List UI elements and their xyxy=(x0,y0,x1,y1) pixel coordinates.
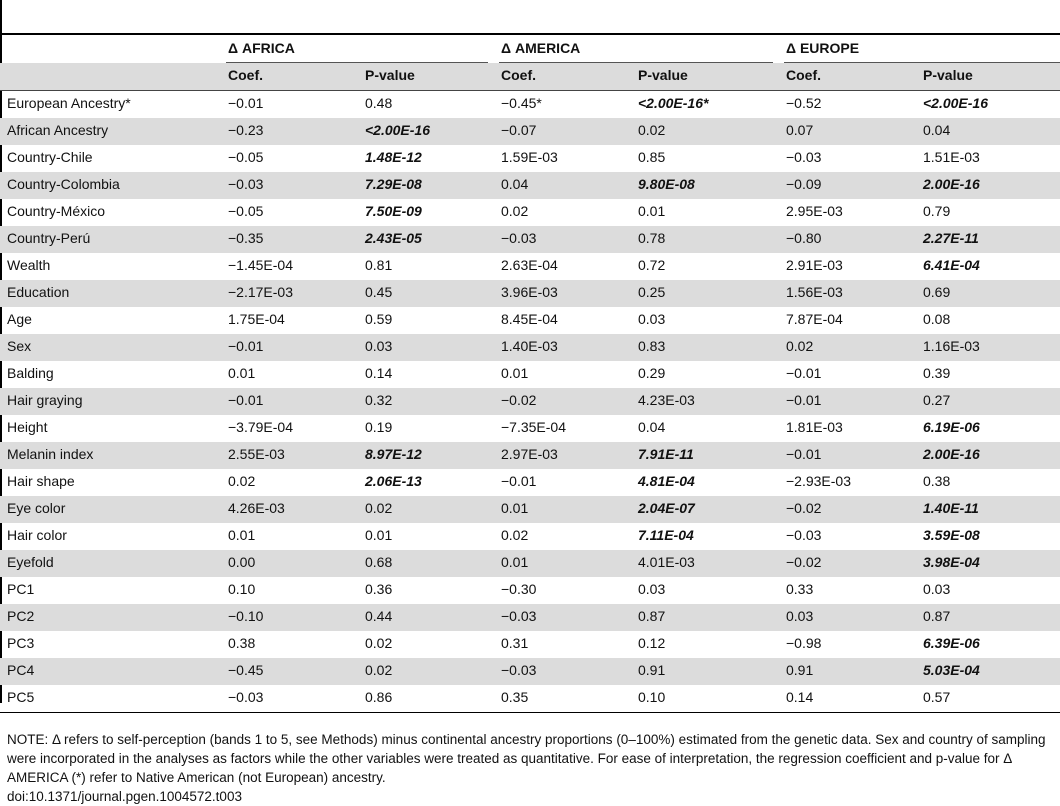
row-label: Hair graying xyxy=(7,392,83,408)
coef-cell: −0.03 xyxy=(228,689,264,705)
pvalue-cell: 0.01 xyxy=(638,203,666,219)
coef-cell: 8.45E-04 xyxy=(501,311,558,327)
table-row xyxy=(0,226,1060,253)
pvalue-cell: 0.03 xyxy=(638,311,666,327)
coef-cell: 1.40E-03 xyxy=(501,338,558,354)
pvalue-cell: <2.00E-16 xyxy=(923,95,988,111)
subheader-row xyxy=(0,63,1060,91)
pvalue-cell: 0.38 xyxy=(923,473,951,489)
col-header-pvalue: P-value xyxy=(923,67,973,83)
coef-cell: 1.59E-03 xyxy=(501,149,558,165)
coef-cell: 0.07 xyxy=(786,122,814,138)
col-header-coef: Coef. xyxy=(228,67,263,83)
row-label: Wealth xyxy=(7,257,51,273)
coef-cell: −0.09 xyxy=(786,176,822,192)
pvalue-cell: 0.14 xyxy=(365,365,393,381)
table-row xyxy=(0,199,1060,226)
coef-cell: 7.87E-04 xyxy=(786,311,843,327)
row-label: Hair color xyxy=(7,527,67,543)
pvalue-cell: 0.12 xyxy=(638,635,666,651)
table-row xyxy=(0,172,1060,199)
coef-cell: 0.38 xyxy=(228,635,256,651)
row-label: Hair shape xyxy=(7,473,75,489)
coef-cell: 2.95E-03 xyxy=(786,203,843,219)
pvalue-cell: 7.91E-11 xyxy=(638,446,694,462)
pvalue-cell: 7.29E-08 xyxy=(365,176,422,192)
coef-cell: 0.01 xyxy=(501,554,529,570)
col-header-coef: Coef. xyxy=(786,67,821,83)
table-row xyxy=(0,577,1060,604)
pvalue-cell: 6.41E-04 xyxy=(923,257,980,273)
coef-cell: −0.23 xyxy=(228,122,264,138)
pvalue-cell: 0.10 xyxy=(638,689,666,705)
coef-cell: 0.01 xyxy=(228,365,256,381)
row-label: Age xyxy=(7,311,32,327)
row-label: PC4 xyxy=(7,662,35,678)
pvalue-cell: 0.78 xyxy=(638,230,666,246)
coef-cell: 4.26E-03 xyxy=(228,500,285,516)
pvalue-cell: 0.44 xyxy=(365,608,393,624)
pvalue-cell: 0.81 xyxy=(365,257,393,273)
coef-cell: −0.05 xyxy=(228,203,264,219)
pvalue-cell: 0.36 xyxy=(365,581,393,597)
regression-table xyxy=(0,33,1060,713)
coef-cell: −0.03 xyxy=(786,149,822,165)
col-header-pvalue: P-value xyxy=(365,67,415,83)
table-row xyxy=(0,604,1060,631)
pvalue-cell: 0.19 xyxy=(365,419,393,435)
pvalue-cell: 0.79 xyxy=(923,203,951,219)
table-row xyxy=(0,631,1060,658)
row-label: African Ancestry xyxy=(7,122,109,138)
coef-cell: −0.02 xyxy=(501,392,537,408)
table-row xyxy=(0,334,1060,361)
pvalue-cell: 0.32 xyxy=(365,392,393,408)
table-row xyxy=(0,118,1060,145)
table-footnote xyxy=(7,730,1057,806)
table-row xyxy=(0,550,1060,577)
row-label: Eyefold xyxy=(7,554,54,570)
group-header-row xyxy=(0,33,1060,63)
pvalue-cell: 0.69 xyxy=(923,284,951,300)
coef-cell: −0.52 xyxy=(786,95,822,111)
coef-cell: −0.01 xyxy=(786,446,822,462)
pvalue-cell: 0.01 xyxy=(365,527,393,543)
coef-cell: 0.35 xyxy=(501,689,529,705)
row-label: Education xyxy=(7,284,70,300)
pvalue-cell: 1.51E-03 xyxy=(923,149,980,165)
pvalue-cell: 0.04 xyxy=(923,122,951,138)
coef-cell: 0.00 xyxy=(228,554,256,570)
pvalue-cell: 9.80E-08 xyxy=(638,176,695,192)
pvalue-cell: 0.85 xyxy=(638,149,666,165)
pvalue-cell: 4.81E-04 xyxy=(638,473,695,489)
coef-cell: −0.01 xyxy=(228,338,264,354)
table-row xyxy=(0,469,1060,496)
pvalue-cell: 0.59 xyxy=(365,311,393,327)
pvalue-cell: 7.50E-09 xyxy=(365,203,422,219)
coef-cell: 0.04 xyxy=(501,176,529,192)
table-top-frame xyxy=(0,0,1060,35)
table-row xyxy=(0,307,1060,334)
pvalue-cell: 2.00E-16 xyxy=(923,446,980,462)
row-label: Country-México xyxy=(7,203,106,219)
coef-cell: 1.75E-04 xyxy=(228,311,285,327)
row-label: Country-Colombia xyxy=(7,176,120,192)
pvalue-cell: 6.39E-06 xyxy=(923,635,980,651)
coef-cell: 2.63E-04 xyxy=(501,257,558,273)
coef-cell: 0.01 xyxy=(501,500,529,516)
coef-cell: −0.03 xyxy=(501,230,537,246)
coef-cell: −0.05 xyxy=(228,149,264,165)
pvalue-cell: 0.91 xyxy=(638,662,666,678)
table-row xyxy=(0,253,1060,280)
coef-cell: 3.96E-03 xyxy=(501,284,558,300)
coef-cell: −2.93E-03 xyxy=(786,473,851,489)
coef-cell: −2.17E-03 xyxy=(228,284,293,300)
note-text: NOTE: Δ refers to self-perception (bands 1 to 5, see Methods) minus continental ancestry proportions (0–100%) estimated from the genetic data. Sex and country of sampling were incorporated in the analyses as factors while the other variables were treated as quantitative. For ease of interpretation, the regression coefficient and p-value for Δ AMERICA (*) refer to Native American (not European) ancestry. xyxy=(7,732,1046,785)
coef-cell: −0.02 xyxy=(786,500,822,516)
coef-cell: 0.02 xyxy=(501,527,529,543)
coef-cell: 0.01 xyxy=(228,527,256,543)
coef-cell: −0.03 xyxy=(786,527,822,543)
coef-cell: −0.45 xyxy=(228,662,264,678)
pvalue-cell: 0.03 xyxy=(638,581,666,597)
coef-cell: 0.33 xyxy=(786,581,814,597)
coef-cell: −3.79E-04 xyxy=(228,419,293,435)
row-label: Eye color xyxy=(7,500,66,516)
pvalue-cell: 2.04E-07 xyxy=(638,500,695,516)
coef-cell: 0.14 xyxy=(786,689,814,705)
pvalue-cell: 0.02 xyxy=(638,122,666,138)
pvalue-cell: 3.59E-08 xyxy=(923,527,980,543)
coef-cell: 2.91E-03 xyxy=(786,257,843,273)
pvalue-cell: 0.02 xyxy=(365,635,393,651)
row-label: Country-Perú xyxy=(7,230,91,246)
coef-cell: −0.03 xyxy=(501,608,537,624)
pvalue-cell: 1.40E-11 xyxy=(923,500,979,516)
table-row xyxy=(0,91,1060,118)
pvalue-cell: 8.97E-12 xyxy=(365,446,422,462)
coef-cell: 0.10 xyxy=(228,581,256,597)
table-row xyxy=(0,361,1060,388)
coef-cell: −0.30 xyxy=(501,581,537,597)
coef-cell: 0.02 xyxy=(501,203,529,219)
pvalue-cell: 0.25 xyxy=(638,284,666,300)
pvalue-cell: 5.03E-04 xyxy=(923,662,980,678)
pvalue-cell: 0.04 xyxy=(638,419,666,435)
coef-cell: −0.01 xyxy=(501,473,537,489)
pvalue-cell: 0.87 xyxy=(923,608,951,624)
table-row xyxy=(0,145,1060,172)
row-label: PC2 xyxy=(7,608,35,624)
pvalue-cell: 0.86 xyxy=(365,689,393,705)
pvalue-cell: 0.27 xyxy=(923,392,951,408)
col-header-coef: Coef. xyxy=(501,67,536,83)
coef-cell: 1.81E-03 xyxy=(786,419,843,435)
coef-cell: −0.02 xyxy=(786,554,822,570)
pvalue-cell: 0.48 xyxy=(365,95,393,111)
group-header-europe: Δ EUROPE xyxy=(786,40,860,56)
coef-cell: −0.07 xyxy=(501,122,537,138)
coef-cell: −7.35E-04 xyxy=(501,419,566,435)
pvalue-cell: 0.45 xyxy=(365,284,393,300)
pvalue-cell: 0.72 xyxy=(638,257,666,273)
coef-cell: 2.97E-03 xyxy=(501,446,558,462)
pvalue-cell: 0.29 xyxy=(638,365,666,381)
coef-cell: −0.80 xyxy=(786,230,822,246)
table-row xyxy=(0,496,1060,523)
pvalue-cell: 6.19E-06 xyxy=(923,419,980,435)
pvalue-cell: 1.16E-03 xyxy=(923,338,980,354)
doi-text: doi:10.1371/journal.pgen.1004572.t003 xyxy=(7,789,242,804)
row-label: Balding xyxy=(7,365,54,381)
pvalue-cell: 1.48E-12 xyxy=(365,149,422,165)
coef-cell: −0.01 xyxy=(228,95,264,111)
pvalue-cell: 7.11E-04 xyxy=(638,527,694,543)
coef-cell: −0.03 xyxy=(228,176,264,192)
coef-cell: 0.91 xyxy=(786,662,814,678)
row-label: European Ancestry* xyxy=(7,95,131,111)
coef-cell: 0.02 xyxy=(786,338,814,354)
pvalue-cell: 3.98E-04 xyxy=(923,554,980,570)
coef-cell: −0.35 xyxy=(228,230,264,246)
table-row xyxy=(0,388,1060,415)
coef-cell: 0.31 xyxy=(501,635,529,651)
pvalue-cell: 0.68 xyxy=(365,554,393,570)
table-row xyxy=(0,685,1060,712)
row-label: Melanin index xyxy=(7,446,94,462)
row-label: PC3 xyxy=(7,635,35,651)
pvalue-cell: 0.39 xyxy=(923,365,951,381)
group-header-america: Δ AMERICA xyxy=(501,40,581,56)
coef-cell: −0.01 xyxy=(228,392,264,408)
table-body xyxy=(0,91,1060,712)
table-row xyxy=(0,280,1060,307)
row-label: Sex xyxy=(7,338,32,354)
coef-cell: −0.98 xyxy=(786,635,822,651)
table-bottom-rule xyxy=(0,712,1060,713)
coef-cell: −0.10 xyxy=(228,608,264,624)
row-label: PC1 xyxy=(7,581,35,597)
coef-cell: 0.01 xyxy=(501,365,529,381)
pvalue-cell: 0.87 xyxy=(638,608,666,624)
pvalue-cell: 4.23E-03 xyxy=(638,392,695,408)
pvalue-cell: 2.00E-16 xyxy=(923,176,980,192)
table-row xyxy=(0,523,1060,550)
pvalue-cell: 0.02 xyxy=(365,662,393,678)
col-header-pvalue: P-value xyxy=(638,67,688,83)
row-label: Height xyxy=(7,419,48,435)
coef-cell: −0.01 xyxy=(786,392,822,408)
coef-cell: 2.55E-03 xyxy=(228,446,285,462)
coef-cell: 0.03 xyxy=(786,608,814,624)
row-label: PC5 xyxy=(7,689,35,705)
table-row xyxy=(0,442,1060,469)
coef-cell: −0.01 xyxy=(786,365,822,381)
pvalue-cell: 2.06E-13 xyxy=(365,473,422,489)
coef-cell: −0.45* xyxy=(501,95,542,111)
pvalue-cell: 0.83 xyxy=(638,338,666,354)
pvalue-cell: 0.02 xyxy=(365,500,393,516)
coef-cell: 1.56E-03 xyxy=(786,284,843,300)
pvalue-cell: 4.01E-03 xyxy=(638,554,695,570)
pvalue-cell: <2.00E-16* xyxy=(638,95,709,111)
coef-cell: 0.02 xyxy=(228,473,256,489)
coef-cell: −0.03 xyxy=(501,662,537,678)
pvalue-cell: 0.03 xyxy=(365,338,393,354)
group-header-africa: Δ AFRICA xyxy=(228,40,295,56)
row-label: Country-Chile xyxy=(7,149,93,165)
pvalue-cell: 2.43E-05 xyxy=(365,230,422,246)
pvalue-cell: 0.08 xyxy=(923,311,951,327)
pvalue-cell: 2.27E-11 xyxy=(923,230,979,246)
pvalue-cell: 0.57 xyxy=(923,689,951,705)
coef-cell: −1.45E-04 xyxy=(228,257,293,273)
pvalue-cell: <2.00E-16 xyxy=(365,122,430,138)
table-row xyxy=(0,415,1060,442)
table-row xyxy=(0,658,1060,685)
pvalue-cell: 0.03 xyxy=(923,581,951,597)
